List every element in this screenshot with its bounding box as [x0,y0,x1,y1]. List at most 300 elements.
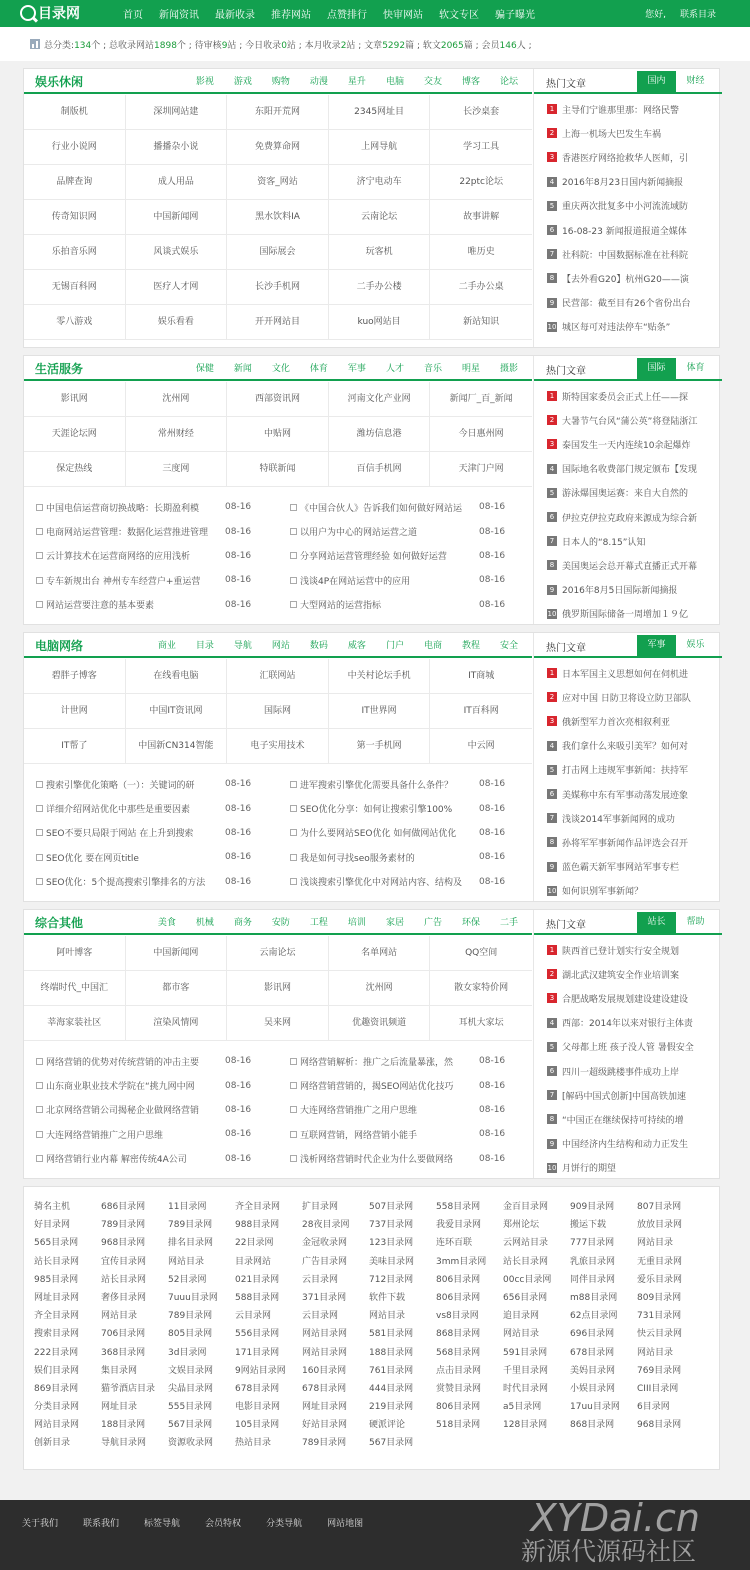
hot-item-title[interactable]: 西部：2014年以来对银行主体责 [562,1019,693,1030]
friend-link[interactable]: 站长目录网 [503,1256,549,1267]
site-link[interactable]: 上网导航 [329,130,431,165]
friend-link[interactable]: 11目录网 [168,1202,207,1212]
friend-link[interactable]: 3mm目录网 [436,1256,487,1267]
friend-link[interactable]: 好目录网 [34,1220,71,1231]
friend-link[interactable]: 588目录网 [235,1292,280,1303]
hot-item-title[interactable]: 伊拉克伊拉克政府来源成为综合新 [562,513,698,524]
news-item[interactable] [278,501,532,514]
hot-item[interactable] [534,1156,722,1180]
news-item[interactable] [278,1128,532,1141]
hot-item-title[interactable]: “中国正在继续保持可持续的增 [562,1115,684,1126]
friend-link[interactable]: 云目录网 [302,1311,339,1322]
site-link[interactable]: 深圳网站建 [126,95,228,130]
hot-tab-active[interactable]: 站长 [637,912,676,933]
friend-link[interactable]: 507目录网 [369,1202,414,1212]
friend-link[interactable]: 尖晶目录网 [168,1383,214,1394]
category-tag[interactable]: 环保 [461,918,480,928]
hot-item[interactable] [534,661,722,685]
category-tag[interactable]: 目录 [195,641,214,651]
news-title[interactable]: 《中国合伙人》告诉我们如何做好网站运 [300,503,463,514]
hot-item-title[interactable]: 四川一超级跳楼事件成功上岸 [562,1067,680,1078]
friend-link[interactable]: 128目录网 [503,1420,548,1431]
site-link[interactable]: 唯历史 [430,235,532,270]
site-link[interactable]: 中国IT资讯网 [126,694,228,729]
site-link[interactable]: 天涯论坛网 [24,417,126,452]
category-tag[interactable]: 安全 [499,641,518,651]
contact-link[interactable]: 联系目录 [679,10,716,20]
friend-link[interactable]: 769目录网 [637,1365,682,1376]
friend-link[interactable]: 678目录网 [302,1383,347,1394]
news-item[interactable] [278,875,532,888]
site-link[interactable]: 国际展会 [227,235,329,270]
friend-link[interactable]: 网站目录 [168,1256,205,1267]
site-link[interactable]: 故事讲解 [430,200,532,235]
friend-link[interactable]: 656目录网 [503,1292,548,1303]
news-title[interactable]: 浅析网络营销时代企业为什么要做网络 [300,1155,454,1166]
hot-item[interactable] [534,962,722,986]
category-tag[interactable]: 交友 [423,77,442,87]
news-item[interactable] [24,1055,278,1068]
news-title[interactable]: 以用户为中心的网站运营之道 [300,528,418,539]
friend-link[interactable]: 网站目录 [637,1238,674,1249]
category-tag[interactable]: 广告 [423,918,442,928]
site-link[interactable]: 常州财经 [126,417,228,452]
friend-link[interactable]: 广告目录网 [302,1256,348,1267]
friend-link[interactable]: 558目录网 [436,1202,481,1212]
nav-scam[interactable]: 骗子曝光 [495,10,535,21]
hot-item-title[interactable]: 合肥战略发展规划建设建设建设 [562,994,689,1005]
hot-item-title[interactable]: 父母都上班 孩子没人管 暑假安全 [562,1043,694,1054]
hot-item-title[interactable]: 蓝色霸天新军事网站军事专栏 [562,863,680,874]
site-link[interactable]: 新闻厂_百_新闻 [430,382,532,417]
friend-link[interactable]: 网站目录 [503,1329,540,1340]
friend-link[interactable]: 3d目录网 [168,1347,207,1358]
hot-item-title[interactable]: 俄罗斯国际储备一周增加１９亿 [562,610,689,621]
hot-item-title[interactable]: 香港医疗网络抢救华人医师，引 [562,153,689,164]
footer-link[interactable]: 联系我们 [83,1519,120,1529]
hot-item-title[interactable]: 16-08-23 新闻报道报道全媒体 [562,226,687,237]
site-link[interactable]: 播播杂小说 [126,130,228,165]
hot-item[interactable] [534,685,722,709]
site-link[interactable]: 都市客 [126,971,228,1006]
site-link[interactable]: 云南论坛 [329,200,431,235]
friend-link[interactable]: 猫爷酒店目录 [101,1383,156,1394]
news-title[interactable]: 电商网站运营管理：数据化运营推进管理 [46,528,209,539]
hot-item[interactable] [534,1035,722,1059]
news-item[interactable] [24,1128,278,1141]
site-link[interactable]: 免费算命网 [227,130,329,165]
category-tag[interactable]: 购物 [271,77,290,87]
friend-link[interactable]: 188目录网 [101,1420,146,1431]
site-link[interactable]: 22ptc论坛 [430,165,532,200]
hot-item[interactable] [534,830,722,854]
hot-item[interactable] [534,97,722,121]
category-tag[interactable]: 门户 [385,641,404,651]
site-link[interactable]: 制版机 [24,95,126,130]
friend-link[interactable]: 678目录网 [235,1383,280,1394]
site-link[interactable]: 济宁电动车 [329,165,431,200]
category-tag[interactable]: 军事 [347,364,366,374]
site-link[interactable]: 中贴网 [227,417,329,452]
site-link[interactable]: 保定热线 [24,452,126,487]
hot-item-title[interactable]: 日本军国主义思想如何在伺机进 [562,669,689,680]
hot-item[interactable] [534,758,722,782]
friend-link[interactable]: 706目录网 [101,1329,146,1340]
site-link[interactable]: 电子实用技术 [227,729,329,764]
site-logo[interactable] [20,3,80,23]
footer-link[interactable]: 网站地图 [327,1519,364,1529]
friend-link[interactable]: 金百目录网 [503,1202,549,1212]
site-link[interactable]: 二手办公桌 [430,270,532,305]
friend-link[interactable]: 放放目录网 [637,1220,683,1231]
site-link[interactable]: 特联新闻 [227,452,329,487]
friend-link[interactable]: 868目录网 [436,1329,481,1340]
hot-item[interactable] [534,266,722,290]
friend-link[interactable]: 555目录网 [168,1402,213,1413]
hot-item-title[interactable]: 美国奥运会总开幕式直播正式开幕 [562,561,698,572]
hot-tab-active[interactable]: 国内 [637,71,676,92]
site-link[interactable]: 中云网 [430,729,532,764]
hot-item[interactable] [534,315,722,339]
hot-item-title[interactable]: 中国经济内生结构和动力正发生 [562,1140,689,1151]
site-link[interactable]: 渲染风情网 [126,1006,228,1041]
friend-link[interactable]: CIII目录网 [637,1383,679,1394]
friend-link[interactable]: 云网站目录 [503,1238,549,1249]
friend-link[interactable]: 789目录网 [101,1220,146,1231]
nav-fast-review[interactable]: 快审网站 [383,10,423,21]
site-link[interactable]: 莘海家装社区 [24,1006,126,1041]
hot-item-title[interactable]: 美媒称中东有军事动荡发展迹象 [562,790,689,801]
site-link[interactable]: 行业小说网 [24,130,126,165]
friend-link[interactable]: 软件下载 [369,1292,406,1303]
hot-item-title[interactable]: 月饼行的期望 [562,1164,617,1175]
hot-item[interactable] [534,242,722,266]
footer-link[interactable]: 关于我们 [22,1519,59,1529]
hot-item[interactable] [534,855,722,879]
friend-link[interactable]: 集目录网 [101,1365,138,1376]
news-item[interactable] [24,525,278,538]
news-title[interactable]: SEO优化：5个提高搜索引擎排名的方法 [46,878,206,889]
news-item[interactable] [24,501,278,514]
hot-tab[interactable]: 财经 [686,76,705,86]
hot-item-title[interactable]: 【去外看G20】杭州G20——演 [562,274,689,285]
friend-link[interactable]: 同伴目录网 [570,1274,616,1285]
friend-link[interactable]: 567目录网 [168,1420,213,1431]
hot-item-title[interactable]: 日本人的“8.15”认知 [562,537,646,548]
hot-item-title[interactable]: 游泳爆国奥运赛：来自大自然的 [562,489,689,500]
news-title[interactable]: 为什么要网站SEO优化 如何做网站优化 [300,829,457,840]
category-tag[interactable]: 威客 [347,641,366,651]
hot-item[interactable] [534,1011,722,1035]
news-title[interactable]: 详细介绍网站优化中那些是重要因素 [46,805,191,816]
news-title[interactable]: SEO优化 要在网页title [46,853,139,864]
hot-item[interactable] [534,384,722,408]
site-link[interactable]: 今日惠州网 [430,417,532,452]
friend-link[interactable]: 909目录网 [570,1202,615,1212]
friend-link[interactable]: 网站目录网 [302,1347,348,1358]
friend-link[interactable]: 806目录网 [436,1402,481,1413]
category-tag[interactable]: 人才 [385,364,404,374]
friend-link[interactable]: 565目录网 [34,1238,79,1249]
news-title[interactable]: 网站运营要注意的基本要素 [46,601,155,612]
news-title[interactable]: 我是如何寻找seo服务素材的 [300,853,415,864]
friend-link[interactable]: 赏赞目录网 [436,1383,482,1394]
friend-link[interactable]: 扩目录网 [302,1202,339,1212]
friend-link[interactable]: 686目录网 [101,1202,146,1212]
friend-link[interactable]: 805目录网 [168,1329,213,1340]
category-tag[interactable]: 工程 [309,918,328,928]
friend-link[interactable]: 7uuu目录网 [168,1292,218,1303]
friend-link[interactable]: 资源收录网 [168,1438,214,1449]
friend-link[interactable]: 518目录网 [436,1420,481,1431]
friend-link[interactable]: 789目录网 [302,1438,347,1449]
category-tag[interactable]: 网站 [271,641,290,651]
friend-link[interactable]: 696目录网 [570,1329,615,1340]
hot-item-title[interactable]: 上海一机场大巴发生车祸 [562,129,662,140]
category-tag[interactable]: 商务 [233,918,252,928]
friend-link[interactable]: 网址目录网 [34,1292,80,1303]
hot-item[interactable] [534,578,722,602]
hot-item[interactable] [534,121,722,145]
friend-link[interactable]: 美妈目录网 [570,1365,616,1376]
site-link[interactable]: 吴来网 [227,1006,329,1041]
news-item[interactable] [278,598,532,611]
friend-link[interactable]: 电影目录网 [235,1402,281,1413]
friend-link[interactable]: 奢侈目录网 [101,1292,147,1303]
friend-link[interactable]: m88目录网 [570,1292,618,1303]
news-title[interactable]: 大连网络营销推广之用户思维 [46,1130,164,1141]
friend-link[interactable]: 806目录网 [436,1292,481,1303]
site-link[interactable]: 玩客机 [329,235,431,270]
site-link[interactable]: 优趣资讯频道 [329,1006,431,1041]
friend-link[interactable]: 123目录网 [369,1238,414,1249]
site-link[interactable]: 碧胖子博客 [24,659,126,694]
friend-link[interactable]: 美味目录网 [369,1256,415,1267]
friend-link[interactable]: 368目录网 [101,1347,146,1358]
hot-item[interactable] [534,457,722,481]
news-item[interactable] [278,1055,532,1068]
hot-item[interactable] [534,1059,722,1083]
friend-link[interactable]: 591目录网 [503,1347,548,1358]
news-title[interactable]: 中国电信运营商切换战略：长期盈利模 [46,503,200,514]
hot-item[interactable] [534,145,722,169]
category-tag[interactable]: 游戏 [233,77,252,87]
hot-item[interactable] [534,1083,722,1107]
news-item[interactable] [278,574,532,587]
news-item[interactable] [278,1103,532,1116]
site-link[interactable]: 百信手机网 [329,452,431,487]
friend-link[interactable]: 千里目录网 [503,1365,549,1376]
friend-link[interactable]: 105目录网 [235,1420,280,1431]
friend-link[interactable]: 无重目录网 [637,1256,683,1267]
hot-item-title[interactable]: 2016年8月23日国内新闻摘报 [562,178,684,189]
news-title[interactable]: 网络营销的优势对传统营销的冲击主要 [46,1057,200,1068]
friend-link[interactable]: 17uu目录网 [570,1402,620,1413]
news-item[interactable] [278,851,532,864]
friend-link[interactable]: 171目录网 [235,1347,280,1358]
nav-recommended[interactable]: 推荐网站 [271,10,311,21]
site-link[interactable]: 医疗人才网 [126,270,228,305]
friend-link[interactable]: 网址目录网 [302,1402,348,1413]
section-title[interactable]: 电脑网络 [35,639,84,653]
site-link[interactable]: 名单网站 [329,936,431,971]
friend-link[interactable]: 807目录网 [637,1202,682,1212]
site-link[interactable]: 西部资讯网 [227,382,329,417]
friend-link[interactable]: 创新目录 [34,1438,71,1449]
site-link[interactable]: 沈州网 [126,382,228,417]
friend-link[interactable]: 齐全目录网 [34,1311,80,1322]
site-link[interactable]: 中关村论坛手机 [329,659,431,694]
site-link[interactable]: 娱乐看看 [126,305,228,340]
news-item[interactable] [24,778,278,791]
site-link[interactable]: 无锡百科网 [24,270,126,305]
category-tag[interactable]: 文化 [271,364,290,374]
site-link[interactable]: 终端时代_中国汇 [24,971,126,1006]
hot-item[interactable] [534,938,722,962]
friend-link[interactable]: a5目录网 [503,1402,542,1413]
category-tag[interactable]: 培训 [347,918,366,928]
friend-link[interactable]: 网站目录 [637,1347,674,1358]
friend-link[interactable]: 567目录网 [369,1438,414,1449]
hot-item-title[interactable]: 泰国发生一天内连续10余起爆炸 [562,440,691,451]
friend-link[interactable]: 硬派评论 [369,1420,406,1431]
friend-link[interactable]: 网站目录网 [34,1420,80,1431]
site-link[interactable]: IT世界网 [329,694,431,729]
hot-item-title[interactable]: 打击网上违规军事新闻：扶持军 [562,766,689,777]
category-tag[interactable]: 教程 [461,641,480,651]
site-link[interactable]: 阿叶博客 [24,936,126,971]
site-link[interactable]: IT百科网 [430,694,532,729]
category-tag[interactable]: 动漫 [309,77,328,87]
friend-link[interactable]: 222目录网 [34,1347,79,1358]
friend-link[interactable]: 齐全目录网 [235,1202,281,1212]
hot-item[interactable] [534,1132,722,1156]
category-tag[interactable]: 导航 [233,641,252,651]
category-tag[interactable]: 保健 [195,364,214,374]
friend-link[interactable]: 789目录网 [168,1311,213,1322]
friend-link[interactable]: 219目录网 [369,1402,414,1413]
category-tag[interactable]: 家居 [385,918,404,928]
hot-item[interactable] [534,602,722,626]
site-link[interactable]: 国际网 [227,694,329,729]
hot-item[interactable] [534,529,722,553]
friend-link[interactable]: 点击目录网 [436,1365,482,1376]
news-item[interactable] [278,802,532,815]
friend-link[interactable]: 52目录网 [168,1274,207,1285]
hot-item[interactable] [534,553,722,577]
friend-link[interactable]: 444目录网 [369,1383,414,1394]
site-link[interactable]: 影讯网 [24,382,126,417]
hot-item-title[interactable]: 浅谈2014军事新闻网的成功 [562,814,675,825]
friend-link[interactable]: 网站目录 [369,1311,406,1322]
news-title[interactable]: 专车新规出台 神州专车经营户+重运营 [46,576,201,587]
hot-item[interactable] [534,194,722,218]
hot-item[interactable] [534,1107,722,1131]
friend-link[interactable]: 骑名主机 [34,1202,71,1212]
site-link[interactable]: kuo网站目 [329,305,431,340]
friend-link[interactable]: 目录网站 [235,1256,272,1267]
hot-item-title[interactable]: 如何识别军事新闻？ [562,887,644,898]
friend-link[interactable]: 809目录网 [637,1292,682,1303]
category-tag[interactable]: 博客 [461,77,480,87]
site-link[interactable]: 云南论坛 [227,936,329,971]
friend-link[interactable]: 968目录网 [637,1420,682,1431]
site-link[interactable]: 资客_网站 [227,165,329,200]
site-link[interactable]: 潍坊信息港 [329,417,431,452]
friend-link[interactable]: 9网站目录网 [235,1365,286,1376]
friend-link[interactable]: 搜索目录网 [34,1329,80,1340]
friend-link[interactable]: 556目录网 [235,1329,280,1340]
section-title[interactable]: 综合其他 [35,916,84,930]
site-link[interactable]: 在线看电脑 [126,659,228,694]
friend-link[interactable]: 777目录网 [570,1238,615,1249]
site-link[interactable]: 开开网站目 [227,305,329,340]
hot-item-title[interactable]: 2016年8月5日国际新闻摘报 [562,586,678,597]
friend-link[interactable]: 869目录网 [34,1383,79,1394]
category-tag[interactable]: 数码 [309,641,328,651]
friend-link[interactable]: 娱们目录网 [34,1365,80,1376]
hot-item[interactable] [534,709,722,733]
friend-link[interactable]: 网址目录 [101,1402,138,1413]
site-link[interactable]: IT商城 [430,659,532,694]
site-link[interactable]: 汇联网站 [227,659,329,694]
hot-item-title[interactable]: 应对中国 日防卫将设立防卫部队 [562,693,691,704]
hot-tab-active[interactable]: 军事 [637,635,676,656]
news-title[interactable]: 进军搜索引擎优化需要具备什么条件？ [300,780,454,791]
friend-link[interactable]: 快云目录网 [637,1329,683,1340]
news-item[interactable] [278,549,532,562]
section-title[interactable]: 娱乐休闲 [35,75,84,89]
hot-item[interactable] [534,170,722,194]
news-item[interactable] [278,525,532,538]
news-title[interactable]: 网络营销行业内幕 解密传统4A公司 [46,1155,187,1166]
hot-item[interactable] [534,806,722,830]
footer-link[interactable]: 会员特权 [205,1519,242,1529]
friend-link[interactable]: 00cc目录网 [503,1274,552,1285]
friend-link[interactable]: 小娱目录网 [570,1383,616,1394]
category-tag[interactable]: 电商 [423,641,442,651]
news-title[interactable]: 云计算技术在运营商网络的应用浅析 [46,552,191,563]
friend-link[interactable]: 搬运下载 [570,1220,607,1231]
news-title[interactable]: 网络营销解析：推广之后流量暴涨，然 [300,1057,454,1068]
hot-tab[interactable]: 帮助 [686,917,705,927]
nav-ranking[interactable]: 点赞排行 [327,10,367,21]
site-link[interactable]: 零八游戏 [24,305,126,340]
site-link[interactable]: 耳机大家坛 [430,1006,532,1041]
section-title[interactable]: 生活服务 [35,362,84,376]
friend-link[interactable]: 988目录网 [235,1220,280,1231]
news-item[interactable] [24,549,278,562]
friend-link[interactable]: 网站目录 [101,1311,138,1322]
news-item[interactable] [24,1079,278,1092]
friend-link[interactable]: 6目录网 [637,1402,670,1413]
hot-item[interactable] [534,432,722,456]
friend-link[interactable]: 排名目录网 [168,1238,214,1249]
category-tag[interactable]: 商业 [157,641,176,651]
news-title[interactable]: 网络营销营销的，揭SEO网站优化技巧 [300,1082,454,1093]
footer-link[interactable]: 标签导航 [144,1519,181,1529]
news-item[interactable] [24,574,278,587]
hot-item-title[interactable]: 大暑节气台风“蒲公英”将登陆浙江 [562,416,698,427]
hot-item-title[interactable]: 主导们宁谁那里那：网络民警 [562,105,680,116]
friend-link[interactable]: 737目录网 [369,1220,414,1231]
friend-link[interactable]: 568目录网 [436,1347,481,1358]
hot-item[interactable] [534,734,722,758]
news-item[interactable] [24,802,278,815]
friend-link[interactable]: 云目录网 [235,1311,272,1322]
friend-link[interactable]: 371目录网 [302,1292,347,1303]
friend-link[interactable]: 时代目录网 [503,1383,549,1394]
